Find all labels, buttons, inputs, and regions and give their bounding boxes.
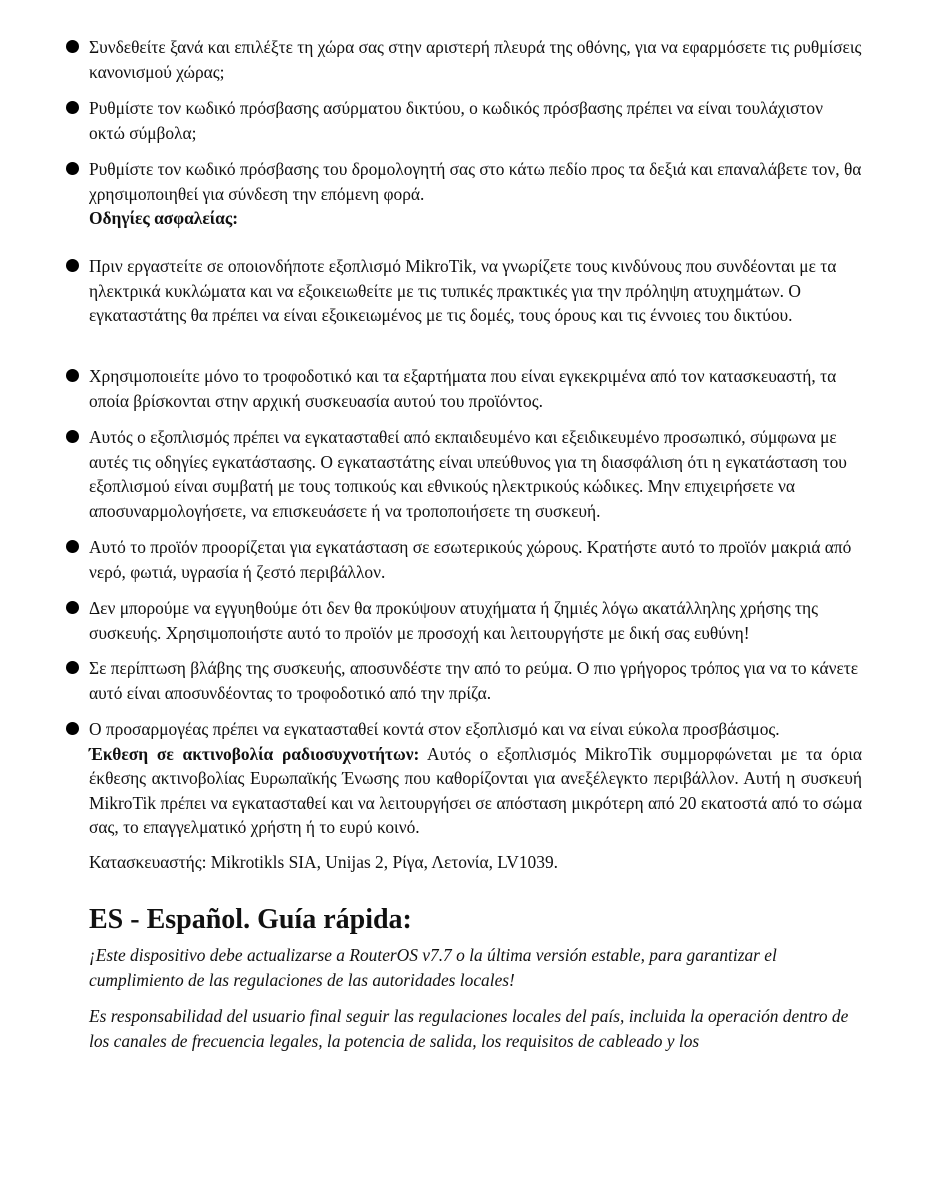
- bullet-icon: [66, 101, 79, 114]
- list-item-text: Συνδεθείτε ξανά και επιλέξτε τη χώρα σας στην αριστερή πλευρά της οθόνης, για να εφαρμόσετε τις ρυθμίσεις κανονισμού χώρας;: [89, 37, 862, 82]
- list-item-text: Ο προσαρμογέας πρέπει να εγκατασταθεί κοντά στον εξοπλισμό και να είναι εύκολα προσβάσιμος.: [89, 719, 780, 739]
- list-item-text: Αυτό το προϊόν προορίζεται για εγκατάσταση σε εσωτερικούς χώρους. Κρατήστε αυτό το προϊόν μακριά από νερό, φωτιά, υγρασία ή ζεστό περιβάλλον.: [89, 537, 852, 582]
- list-item: [0, 35, 950, 84]
- es-paragraph-1: ¡Este dispositivo debe actualizarse a RouterOS v7.7 o la última versión estable, para garantizar el cumplimiento de las regulaciones de las autoridades locales!: [89, 945, 777, 990]
- list-item-text: Χρησιμοποιείτε μόνο το τροφοδοτικό και τα εξαρτήματα που είναι εγκεκριμένα από τον κατασκευαστή, τα οποία βρίσκονται στην αρχική συσκευασία αυτού του προϊόντος.: [89, 366, 837, 411]
- bullet-icon: [66, 162, 79, 175]
- es-paragraph-2: Es responsabilidad del usuario final seguir las regulaciones locales del país, incluida la operación dentro de los canales de frecuencia legales, la potencia de salida, los requisitos de cableado y los: [89, 1006, 849, 1051]
- bullet-icon: [66, 259, 79, 272]
- bullet-icon: [66, 601, 79, 614]
- bullet-icon: [66, 369, 79, 382]
- section-heading-es: ES - Español. Guía rápida:: [89, 904, 412, 935]
- safety-heading: Οδηγίες ασφαλείας:: [89, 208, 238, 228]
- list-item: [0, 425, 950, 523]
- list-item: [0, 254, 950, 328]
- list-item: [0, 596, 950, 645]
- list-item: [0, 656, 950, 705]
- list-item-text: Αυτός ο εξοπλισμός πρέπει να εγκατασταθεί από εκπαιδευμένο και εξειδικευμένο προσωπικό, σύμφωνα με αυτές τις οδηγίες εγκατάστασης. Ο εγκαταστάτης είναι υπεύθυνος για τη διασφάλιση ότι η εγκατάσταση του εξοπλισμού είναι συμβατή με τους τοπικούς και εθνικούς ηλεκτρικούς κώδικες. Μην επιχειρήσετε να αποσυναρμολογήσετε, να επισκευάσετε ή να τροποποιήσετε τη συσκευή.: [89, 427, 847, 521]
- bullet-icon: [66, 540, 79, 553]
- list-item: [0, 96, 950, 145]
- bullet-icon: [66, 661, 79, 674]
- bullet-icon: [66, 430, 79, 443]
- rf-exposure-heading: Έκθεση σε ακτινοβολία ραδιοσυχνοτήτων:: [89, 743, 420, 764]
- list-item-text: Σε περίπτωση βλάβης της συσκευής, αποσυνδέστε την από το ρεύμα. Ο πιο γρήγορος τρόπος για να το κάνετε αυτό είναι αποσυνδέοντας το τροφοδοτικό από την πρίζα.: [89, 658, 859, 703]
- list-item-text: Ρυθμίστε τον κωδικό πρόσβασης ασύρματου δικτύου, ο κωδικός πρόσβασης πρέπει να είναι τουλάχιστον οκτώ σύμβολα;: [89, 98, 823, 143]
- list-item-text: Δεν μπορούμε να εγγυηθούμε ότι δεν θα προκύψουν ατυχήματα ή ζημιές λόγω ακατάλληλης χρήσης της συσκευής. Χρησιμοποιήστε αυτό το προϊόν με προσοχή και λειτουργήστε με δική σας ευθύνη!: [89, 598, 819, 643]
- list-item-text: Πριν εργαστείτε σε οποιονδήποτε εξοπλισμό MikroTik, να γνωρίζετε τους κινδύνους που συνδέονται με τα ηλεκτρικά κυκλώματα και να εξοικειωθείτε με τις τυπικές πρακτικές για την πρόληψη ατυχημάτων. Ο εγκαταστάτης θα πρέπει να είναι εξοικειωμένος με τις δομές, τους όρους και τις έννοιες του δικτύου.: [89, 256, 837, 325]
- bullet-icon: [66, 722, 79, 735]
- manufacturer-line: Κατασκευαστής: Mikrotikls SIA, Unijas 2, Ρίγα, Λετονία, LV1039.: [89, 852, 558, 872]
- list-item: [0, 717, 950, 840]
- list-item-text: Ρυθμίστε τον κωδικό πρόσβασης του δρομολογητή σας στο κάτω πεδίο προς τα δεξιά και επαναλάβετε τον, θα χρησιμοποιηθεί για σύνδεση την επόμενη φορά.: [89, 159, 862, 204]
- list-item: [0, 364, 950, 413]
- bullet-icon: [66, 40, 79, 53]
- rf-exposure-text: Αυτός ο εξοπλισμός MikroTik συμμορφώνεται με τα όρια έκθεσης ακτινοβολίας Ευρωπαϊκής Ένωσης που καθορίζονται για ανεξέλεγκτο περιβάλλον. Αυτή η συσκευή MikroTik πρέπει να εγκατασταθεί και να λειτουργήσει σε απόσταση μικρότερη από 20 εκατοστά από το σώμα σας, το επαγγελματικό χρήστη ή το ευρύ κοινό.: [89, 743, 862, 837]
- list-item: [0, 157, 950, 231]
- list-item: [0, 535, 950, 584]
